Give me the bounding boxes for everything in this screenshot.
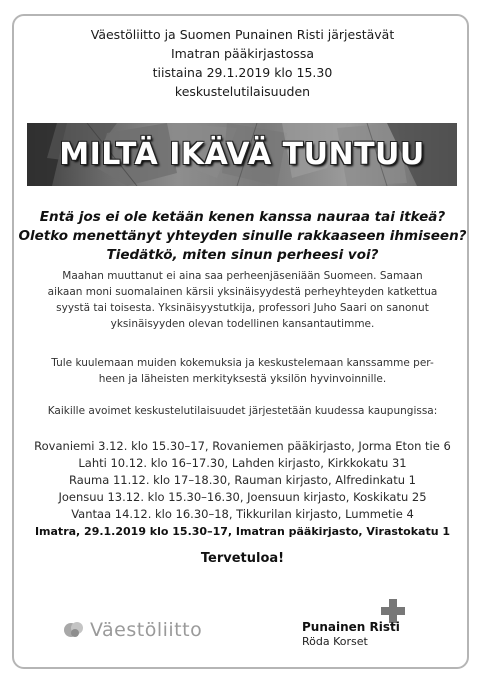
intro-event-type: keskustelutilaisuuden [174, 84, 311, 99]
punainen-risti-logo [302, 598, 432, 653]
paragraph-line: Tule kuulemaan muiden kokemuksia ja keskustelemaan kanssamme per- [51, 357, 434, 369]
paragraph-line: aikaan moni suomalainen kärsii yksinäisyydestä perheyhteyden katkettua [47, 286, 438, 298]
event-item: Rauma 11.12. klo 17–18.30, Rauman kirjasto, Alfredinkatu 1 [68, 473, 417, 487]
banner-title: MILTÄ IKÄVÄ TUNTUU [59, 137, 425, 172]
paragraph-line: heen ja läheisten merkityksestä yksilön hyvinvoinnille. [98, 373, 387, 385]
event-item: Vantaa 14.12. klo 16.30–18, Tikkurilan kirjasto, Lummetie 4 [71, 507, 414, 521]
poster-frame [12, 14, 469, 669]
event-item: Joensuu 13.12. klo 15.30–16.30, Joensuun kirjasto, Koskikatu 25 [58, 490, 427, 504]
punainen-risti-name: Punainen Risti [302, 620, 400, 634]
paragraph-line: yksinäisyyden olevan todellinen kansantautimme. [110, 318, 375, 330]
question-line: Oletko menettänyt yhteyden sinulle rakkaaseen ihmiseen? [18, 228, 467, 244]
roda-korset-name: Röda Korset [302, 635, 368, 648]
event-item: Rovaniemi 3.12. klo 15.30–17, Rovaniemen pääkirjasto, Jorma Eton tie 6 [34, 439, 451, 453]
intro-date: tiistaina 29.1.2019 klo 15.30 [152, 65, 333, 80]
event-list [0, 438, 485, 540]
question-line: Entä jos ei ole ketään kenen kanssa nauraa tai itkeä? [39, 209, 446, 225]
vaestoliitto-logo [62, 615, 202, 645]
vaestoliitto-mark-icon [62, 618, 86, 642]
paragraph-cities: Kaikille avoimet keskustelutilaisuudet järjestetään kuudessa kaupungissa: [47, 405, 438, 417]
event-item-imatra: Imatra, 29.1.2019 klo 15.30–17, Imatran pääkirjasto, Virastokatu 1 [34, 525, 451, 538]
intro-venue: Imatran pääkirjastossa [170, 46, 315, 61]
paragraph-invitation [30, 355, 455, 387]
event-item: Lahti 10.12. klo 16–17.30, Lahden kirjasto, Kirkkokatu 31 [78, 456, 407, 470]
welcome-text: Tervetuloa! [200, 551, 285, 566]
paragraph-background [30, 268, 455, 332]
intro-organizers: Väestöliitto ja Suomen Punainen Risti järjestävät [90, 27, 395, 42]
title-banner [27, 123, 457, 186]
question-line: Tiedätkö, miten sinun perheesi voi? [106, 247, 379, 263]
vaestoliitto-logo-text: Väestöliitto [90, 619, 203, 641]
question-block [0, 208, 485, 265]
paragraph-line: syystä tai toisesta. Yksinäisyystutkija, professori Juho Saari on sanonut [56, 302, 429, 314]
paragraph-line: Maahan muuttanut ei aina saa perheenjäseniään Suomeen. Samaan [62, 270, 423, 282]
